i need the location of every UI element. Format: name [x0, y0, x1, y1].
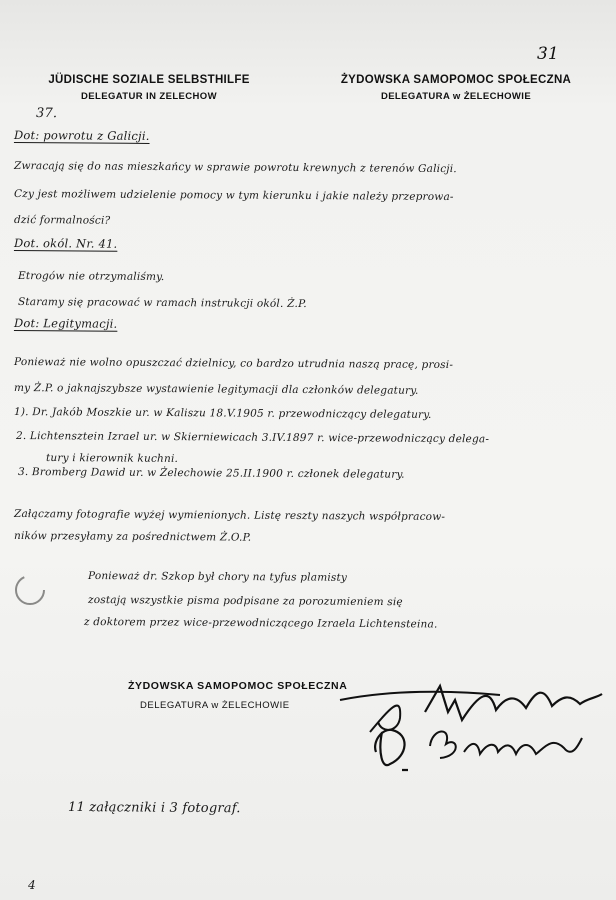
- member-item: 3. Bromberg Dawid ur. w Żelechowie 25.II.1900 r. członek delegatury.: [17, 466, 405, 481]
- attachments-note: 11 załączniki i 3 fotograf.: [67, 800, 241, 817]
- section3-line: my Ż.P. o jaknajszybsze wystawienie legitymacji dla członków delegatury.: [13, 382, 419, 397]
- member-item: 1). Dr. Jakób Moszkie ur. w Kaliszu 18.V.1905 r. przewodniczący delegatury.: [13, 406, 432, 421]
- stamp-line2: DELEGATURA w ŻELECHOWIE: [140, 700, 290, 711]
- section4-line: Załączamy fotografie wyżej wymienionych. Listę reszty naszych współpracow-: [13, 508, 446, 524]
- header-right-line1: ŻYDOWSKA SAMOPOMOC SPOŁECZNA: [340, 74, 572, 86]
- section5-line: z doktorem przez wice-przewodniczącego Izraela Lichtensteina.: [83, 616, 438, 631]
- header-left-line1: JÜDISCHE SOZIALE SELBSTHILFE: [48, 74, 250, 86]
- section4-line: ników przesyłamy za pośrednictwem Ż.O.P.: [13, 530, 252, 544]
- section2-line: Staramy się pracować w ramach instrukcji okól. Ż.P.: [17, 296, 307, 311]
- member-item: tury i kierownik kuchni.: [45, 452, 179, 465]
- stamp-line1: ŻYDOWSKA SAMOPOMOC SPOŁECZNA: [128, 680, 348, 692]
- section5-line: Ponieważ dr. Szkop był chory na tyfus plamisty: [87, 570, 348, 584]
- section3-heading: Dot: Legitymacji.: [13, 316, 118, 331]
- member-item: 2. Lichtensztein Izrael ur. w Skierniewicach 3.IV.1897 r. wice-przewodniczący delega-: [15, 430, 490, 446]
- section1-line: dzić formalności?: [13, 214, 111, 227]
- header-right-line2: DELEGATURA w ŻELECHOWIE: [380, 91, 532, 102]
- section5-line: zostają wszystkie pisma podpisane za porozumieniem się: [87, 594, 403, 609]
- page-number: 31: [537, 44, 559, 64]
- section1-line: Zwracają się do nas mieszkańcy w sprawie powrotu krewnych z terenów Galicji.: [13, 160, 457, 176]
- section1-heading: Dot: powrotu z Galicji.: [13, 128, 150, 143]
- corner-mark: 4: [27, 878, 36, 893]
- section3-line: Ponieważ nie wolno opuszczać dzielnicy, co bardzo utrudnia naszą pracę, prosi-: [13, 356, 454, 372]
- header-right: [318, 74, 594, 102]
- header-left: [33, 74, 265, 102]
- punch-hole-mark: [10, 570, 50, 610]
- section2-line: Etrogów nie otrzymaliśmy.: [17, 270, 165, 284]
- reference-number: 37.: [35, 106, 58, 122]
- signature-bromberg: [368, 712, 588, 782]
- section2-heading: Dot. okól. Nr. 41.: [13, 236, 118, 251]
- header-left-line2: DELEGATUR IN ZELECHOW: [81, 91, 217, 102]
- section1-line: Czy jest możliwem udzielenie pomocy w tym kierunku i jakie należy przeprowa-: [13, 188, 454, 204]
